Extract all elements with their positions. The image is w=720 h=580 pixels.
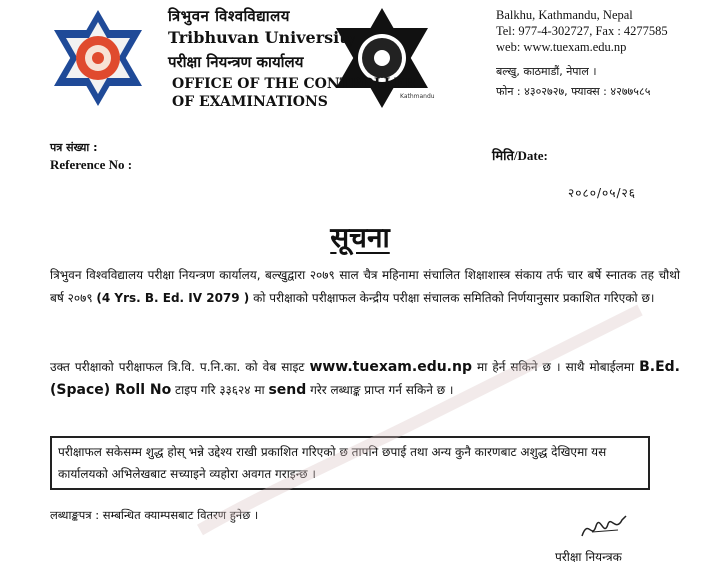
exam-office-seal bbox=[330, 6, 435, 110]
notice-paragraph-2 bbox=[50, 356, 680, 402]
paragraph2-text-b: मा हेर्न सकिने छ । साथै मोबाईलमा bbox=[472, 360, 640, 374]
paragraph2-text-d: गरेर लब्धाङ्क प्राप्त गर्न सकिने छ । bbox=[306, 383, 454, 397]
reference-label-np: पत्र संख्या : bbox=[50, 141, 98, 154]
org-name-np: त्रिभुवन विश्वविद्यालय bbox=[168, 7, 290, 25]
phone-np: फोन : ४३०२७२७, फ्याक्स : ४२७७५८५ bbox=[496, 85, 651, 98]
web-address: web: www.tuexam.edu.np bbox=[496, 40, 627, 54]
disclaimer-box: परीक्षाफल सकेसम्म शुद्ध होस् भन्ने उद्देश्य राखी प्रकाशित गरिएको छ तापनि छपाई तथा अन्य कुनै कारणबाट अशुद्ध देखिएमा यस कार्यालयको अभिलेखबाट सच्याइने व्यहोरा अवगत गराइन्छ । bbox=[50, 436, 650, 490]
signatory-title: परीक्षा नियन्त्रक bbox=[555, 550, 622, 564]
tel-fax: Tel: 977-4-302727, Fax : 4277585 bbox=[496, 24, 668, 38]
notice-title-text: सूचना bbox=[330, 221, 390, 254]
address-en: Balkhu, Kathmandu, Nepal bbox=[496, 8, 633, 22]
notice-title bbox=[0, 218, 720, 256]
watermark bbox=[190, 290, 650, 550]
tu-logo-left bbox=[52, 8, 144, 108]
office-name-en-line2: OF EXAMINATIONS bbox=[172, 94, 328, 110]
org-name-en: Tribhuvan University bbox=[168, 28, 356, 47]
signature bbox=[578, 512, 630, 542]
sms-send: send bbox=[268, 382, 307, 398]
sms-format: B.Ed. (Space) Roll No bbox=[50, 359, 680, 398]
paragraph1-text-a: त्रिभुवन विश्वविद्यालय परीक्षा नियन्त्रण कार्यालय, बल्खुद्वारा २०७९ साल चैत्र महिनामा संचालित शिक्षाशास्त्र संकाय तर्फ चार बर्षे स्नातक तह चौथो बर्ष २०७९ bbox=[50, 268, 680, 305]
date-value: २०८०/०५/२६ bbox=[568, 186, 637, 200]
paragraph2-text-c: टाइप गरि ३३६२४ मा bbox=[171, 383, 269, 397]
date-label: मिति/Date: bbox=[492, 148, 548, 163]
office-name-en-line1: OFFICE OF THE CONTROLLER bbox=[172, 76, 416, 92]
paragraph2-text-a: उक्त परीक्षाको परीक्षाफल त्रि.वि. प.नि.का. को वेब साइट bbox=[50, 360, 310, 374]
address-np: बल्खु, काठमाडौं, नेपाल । bbox=[496, 65, 597, 78]
paragraph1-exam-code: (4 Yrs. B. Ed. IV 2079 ) bbox=[96, 291, 250, 305]
enclosure-note: लब्धाङ्कपत्र : सम्बन्धित क्याम्पसबाट वितरण हुनेछ । bbox=[50, 508, 259, 522]
notice-paragraph-1 bbox=[50, 264, 680, 310]
reference-label-en: Reference No : bbox=[50, 157, 133, 172]
paragraph1-text-b: को परीक्षाको परीक्षाफल केन्द्रीय परीक्षा संचालक समितिको निर्णयानुसार प्रकाशित गरिएको छ। bbox=[249, 291, 655, 305]
svg-text:Kathmandu: Kathmandu bbox=[400, 93, 435, 100]
result-website: www.tuexam.edu.np bbox=[309, 359, 472, 375]
office-name-np: परीक्षा नियन्त्रण कार्यालय bbox=[168, 53, 304, 71]
